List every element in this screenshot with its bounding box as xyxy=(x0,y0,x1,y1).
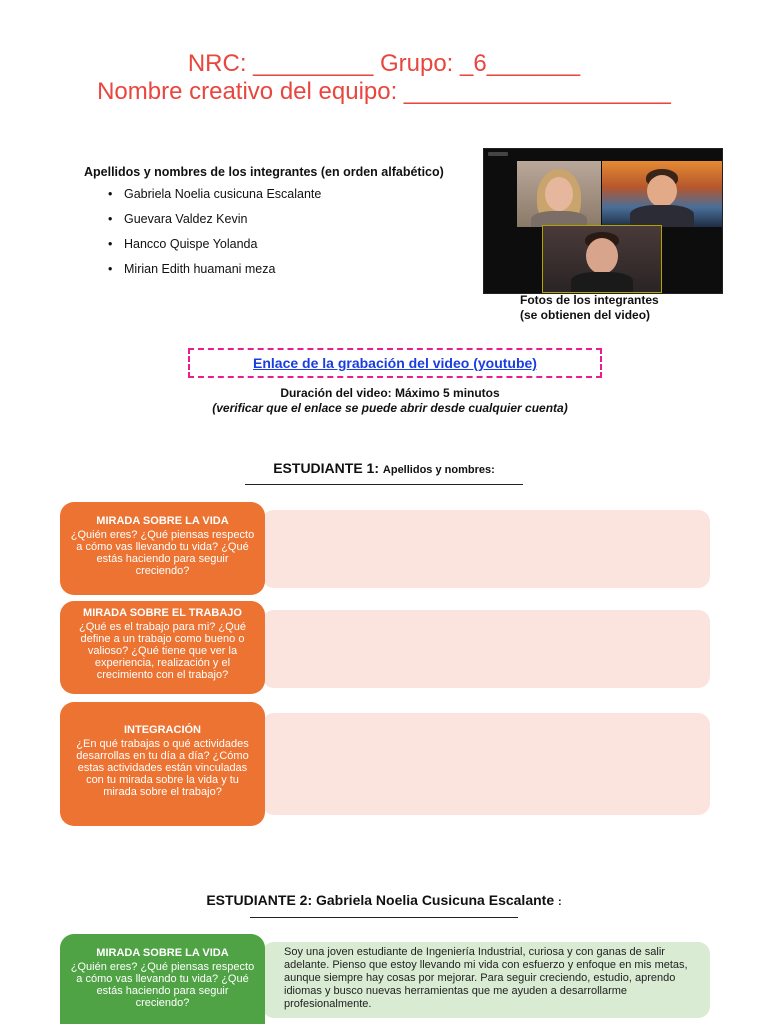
duration-line: Duración del video: Máximo 5 minutos xyxy=(280,386,500,400)
student2-label: ESTUDIANTE 2: Gabriela Noelia Cusicuna Escalante xyxy=(206,892,555,908)
student1-life-answer xyxy=(262,510,710,588)
student1-work-answer xyxy=(262,610,710,688)
student2-suffix: : xyxy=(558,896,562,908)
student1-integration-answer xyxy=(262,713,710,815)
section-question: ¿Quién eres? ¿Qué piensas respecto a cómo vas llevando tu vida? ¿Qué estás haciendo para seguir creciendo? xyxy=(70,529,255,577)
participant-tile xyxy=(602,161,722,227)
student1-label: ESTUDIANTE 1: xyxy=(273,460,380,476)
student2-name-rule xyxy=(250,917,518,918)
video-link-box xyxy=(188,348,602,378)
section-question: ¿Quién eres? ¿Qué piensas respecto a cómo vas llevando tu vida? ¿Qué estás haciendo para seguir creciendo? xyxy=(70,961,255,1009)
section-title: MIRADA SOBRE LA VIDA xyxy=(96,515,229,527)
members-list xyxy=(84,187,484,276)
document-header xyxy=(0,50,768,106)
section-question: ¿Qué es el trabajo para mi? ¿Qué define a un trabajo como bueno o valioso? ¿Qué tiene que ver la experiencia, realización y el crecimiento con el trabajo? xyxy=(79,621,246,681)
video-caption-line2: (se obtienen del video) xyxy=(520,308,651,322)
student1-sub: Apellidos y nombres: xyxy=(382,464,495,476)
student2-life-label xyxy=(60,934,265,1024)
section-title: INTEGRACIÓN xyxy=(124,724,201,736)
team-name-line: Nombre creativo del equipo: ____________________ xyxy=(97,78,671,105)
student1-integration-label xyxy=(60,702,265,826)
nrc-group-line: NRC: _________ Grupo: _6_______ xyxy=(187,50,581,77)
member-item: • Mirian Edith huamani meza xyxy=(124,262,484,276)
duration-note xyxy=(200,386,580,416)
video-caption-line1: Fotos de los integrantes xyxy=(520,293,659,307)
section-question: ¿En qué trabajas o qué actividades desarrollas en tu día a día? ¿Cómo estas actividades están vinculadas con tu mirada sobre la vida y tu mirada sobre el trabajo? xyxy=(76,738,249,798)
student1-name-rule xyxy=(245,484,523,485)
student2-life-answer: Soy una joven estudiante de Ingeniería Industrial, curiosa y con ganas de salir adelante. Pienso que estoy llevando mi vida con esfuerzo y enfoque en mis metas, aunque siempre hay cosas por mejorar. Para seguir creciendo, estudio, aprendo idiomas y busco nuevas herramientas que me ayuden a desarrollarme profesionalmente. xyxy=(262,942,710,1018)
section-title: MIRADA SOBRE EL TRABAJO xyxy=(83,607,242,619)
members-title: Apellidos y nombres de los integrantes (en orden alfabético) xyxy=(84,165,444,179)
members-section xyxy=(84,165,484,287)
student1-heading xyxy=(0,460,768,476)
video-toolbar xyxy=(488,152,508,156)
student1-life-label xyxy=(60,502,265,595)
member-item: • Guevara Valdez Kevin xyxy=(124,212,484,226)
participant-tile xyxy=(542,225,662,293)
student2-heading xyxy=(0,892,768,908)
video-call-photo xyxy=(483,148,723,294)
duration-instruction: (verificar que el enlace se puede abrir desde cualquier cuenta) xyxy=(212,401,568,415)
video-caption xyxy=(520,293,700,323)
member-item: • Gabriela Noelia cusicuna Escalante xyxy=(124,187,484,201)
member-item: • Hancco Quispe Yolanda xyxy=(124,237,484,251)
video-recording-link[interactable]: Enlace de la grabación del video (youtube) xyxy=(253,355,537,371)
participant-tile xyxy=(517,161,601,227)
student1-work-label xyxy=(60,601,265,694)
section-title: MIRADA SOBRE LA VIDA xyxy=(96,947,229,959)
